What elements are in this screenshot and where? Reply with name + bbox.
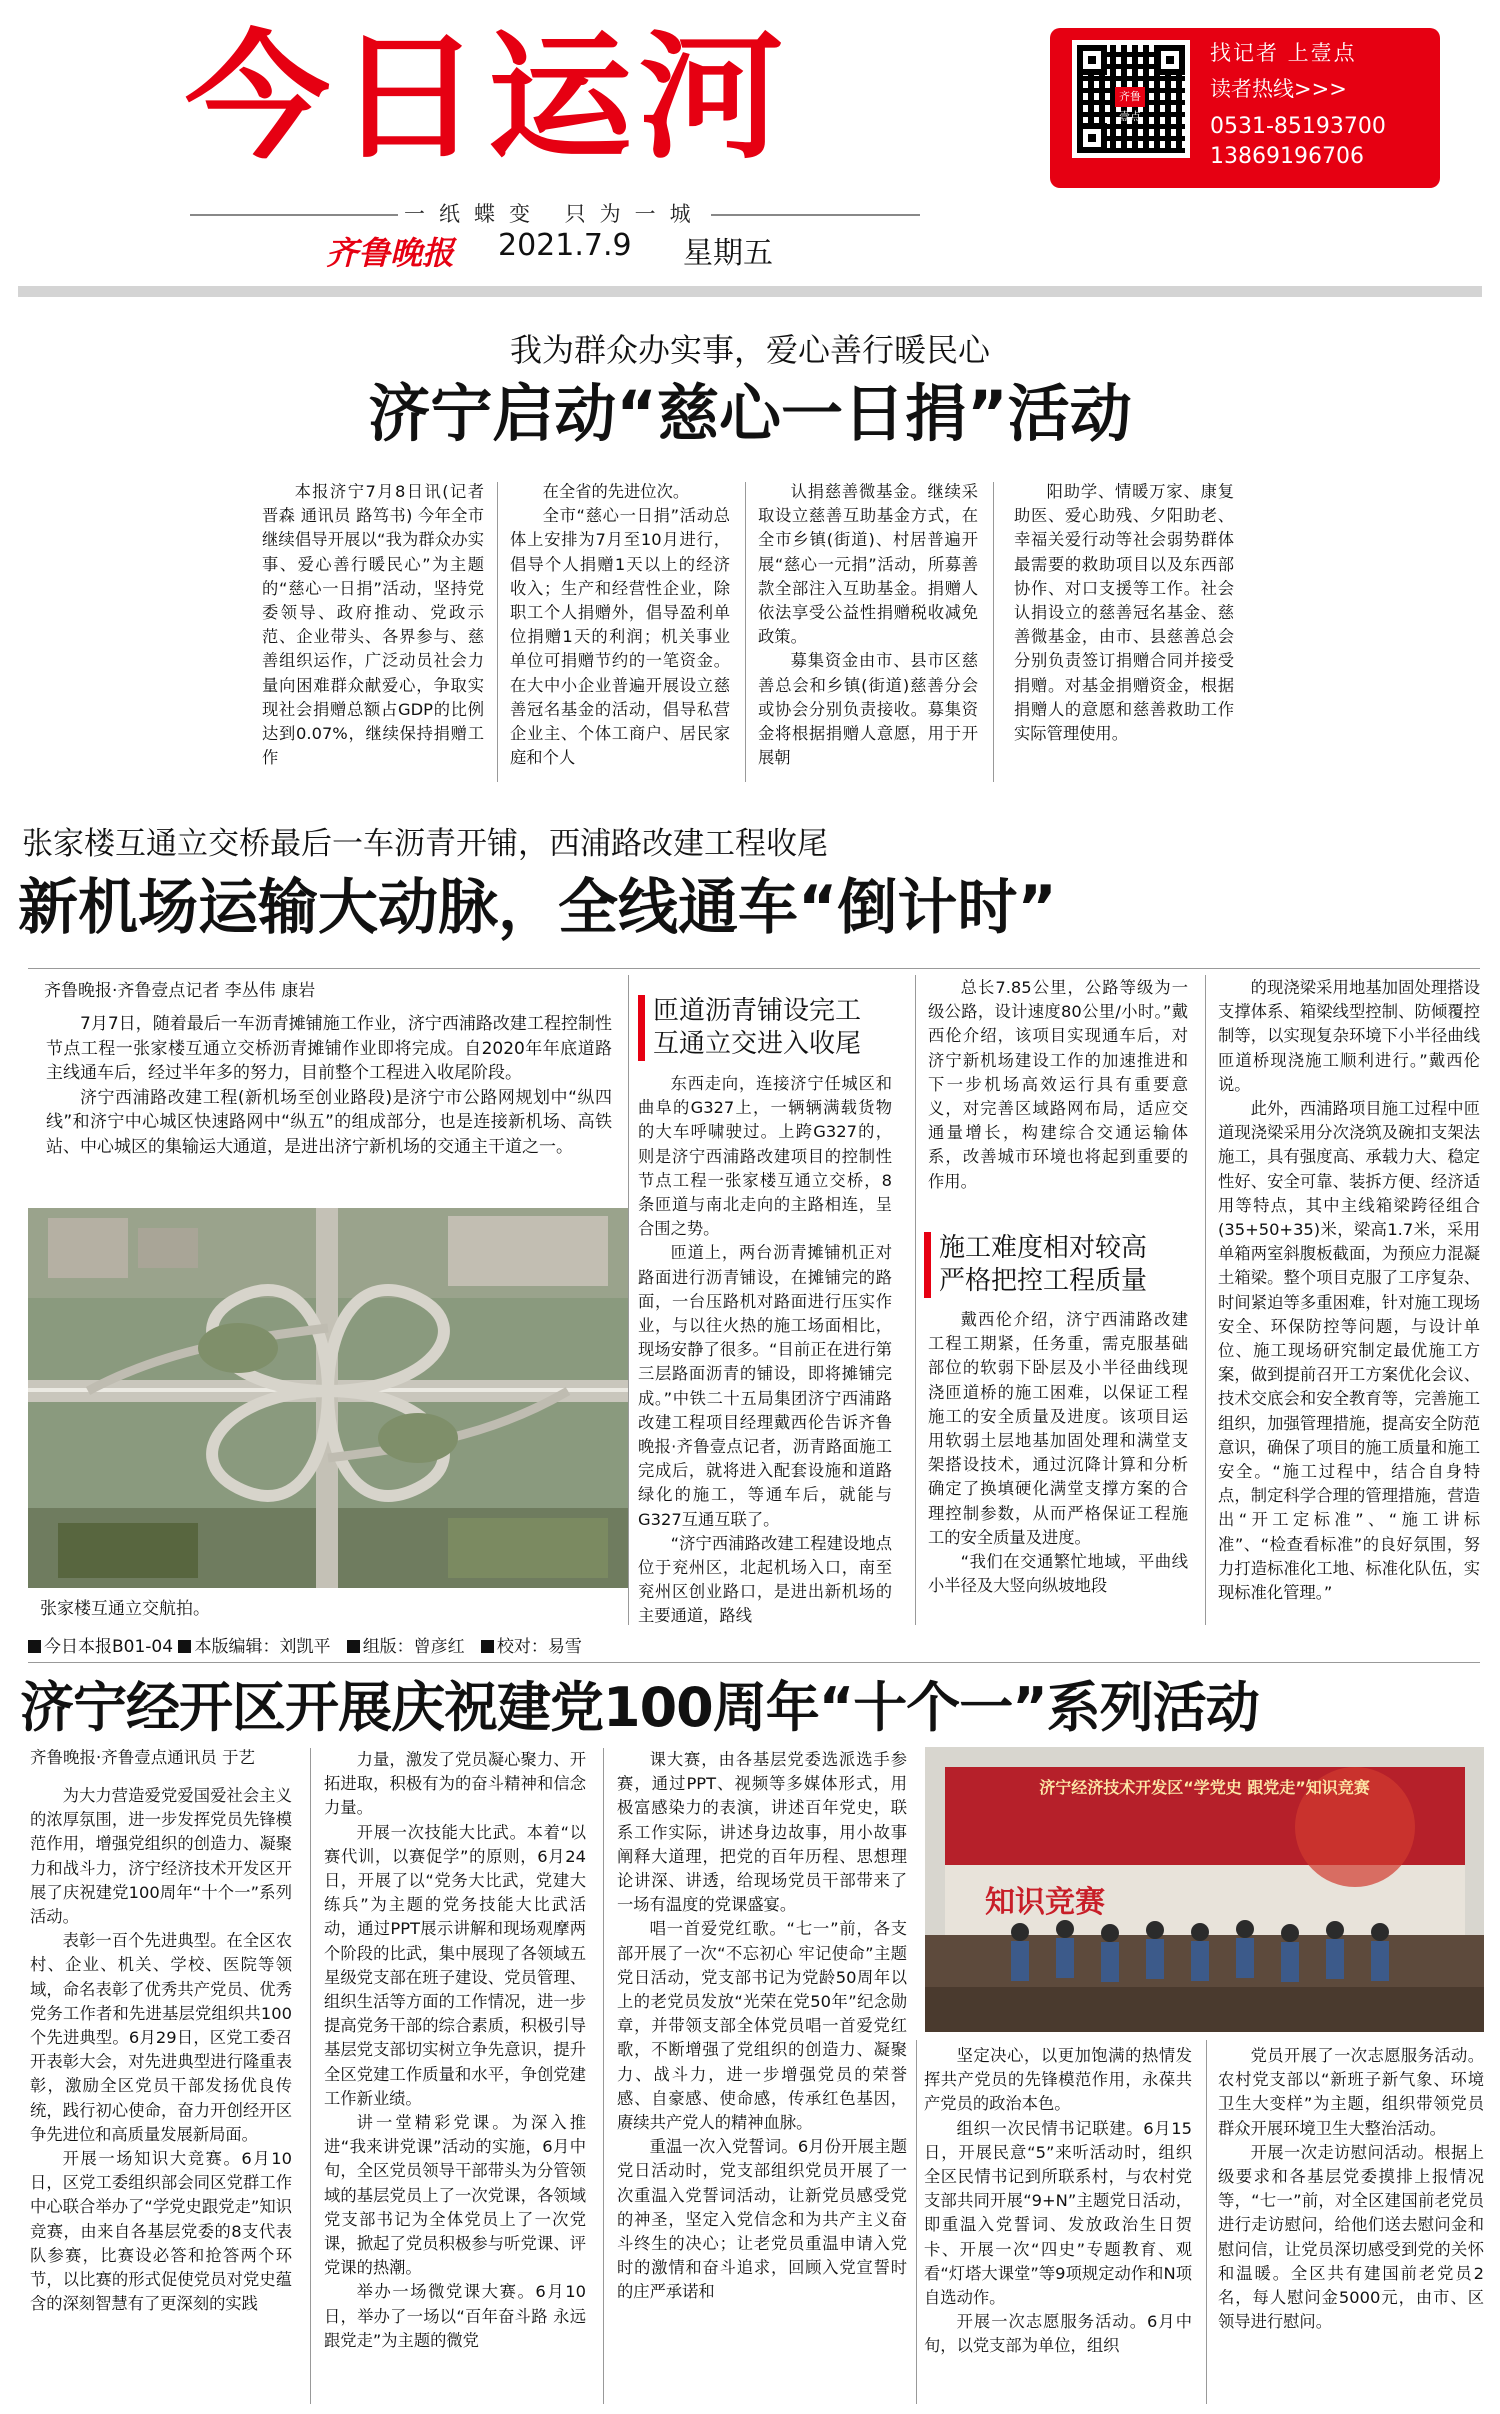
col-divider [603, 1748, 604, 2404]
article1-headline: 济宁启动“慈心一日捐”活动 [368, 377, 1132, 450]
article2-col2: 东西走向，连接济宁任城区和曲阜的G327上，一辆辆满载货物的大车呼啸驶过。上跨G327的，则是济宁西浦路改建项目的控制性节点工程一张家楼互通立交桥，8条匝道与南北走向的主路相连，呈合围之势。 匝道上，两台沥青摊铺机正对路面进行沥青铺设，在摊铺完的路面，一台压路机对路面进行压实作业，与以往火热的施工场面相比，现场安静了很多。“目前正在进行第三层路面沥青的铺设，即将摊铺完成。”中铁二十五局集团济宁西浦路改建工程项目经理戴西伦告诉齐鲁晚报·齐鲁壹点记者，沥青路面施工完成后，就将进入配套设施和道路绿化的施工，等通车后，就能与G327互通互联了。 “济宁西浦路改建工程建设地点位于兖州区，北起机场入口，南至兖州区创业路口，是进出新机场的主要通道，路线 [638, 1074, 892, 1626]
interchange-illustration [28, 1208, 628, 1588]
article2-col4: 的现浇梁采用地基加固处理搭设支撑体系、箱梁线型控制、防倾覆控制等，以实现复杂环境下小半径曲线匝道桥现浇施工顺利进行。”戴西伦说。 此外，西浦路项目施工过程中匝道现浇梁采用分次浇筑及碗扣支架法施工，具有强度高、承载力大、稳定性好、安全可靠、装拆方便、经济适用等特点，其中主线箱梁跨径组合(35+50+35)米，梁高1.7米，采用单箱两室斜腹板截面，为预应力混凝土箱梁。整个项目克服了工序复杂、时间紧迫等多重困难，针对施工现场安全、环保防控等问题，与设计单位、施工现场研究制定最优施工方案，做到提前召开工方案优化会议、技术交底会和安全教育等，完善施工组织，加强管理措施，提高安全防范意识，确保了项目的施工质量和施工安全。“施工过程中，结合自身特点，制定科学合理的管理措施，营造出“开工定标准”、“施工讲标准”、“检查看标准”的良好氛围，努力打造标准化工地、标准化队伍，实现标准化管理。” [1218, 978, 1480, 1603]
article2-kicker: 张家楼互通立交桥最后一车沥青开铺，西浦路改建工程收尾 [22, 826, 828, 862]
article3-col4: 坚定决心，以更加饱满的热情发挥共产党员的先锋模范作用，永葆共产党员的政治本色。 组织一次民情书记联建。6月15日，开展民意“5”来听活动时，组织全区民情书记到所联系村，与农村党支部共同开展“9+N”主题党日活动，即重温入党誓词、发放政治生日贺卡、开展一次“四史”专题教育、观看“灯塔大课堂”等9项规定动作和N项自选动作。 开展一次志愿服务活动。6月中旬，以党支部为单位，组织 [924, 2046, 1192, 2356]
col-divider [916, 2040, 917, 2404]
col-divider [993, 482, 994, 782]
paper-name: 齐鲁晚报 [326, 234, 455, 272]
article3-col2: 力量，激发了党员凝心聚力、开拓进取，积极有为的奋斗精神和信念力量。 开展一次技能大比武。本着“以赛代训，以赛促学”的原则，6月24日，开展了以“党务大比武，党建大练兵”为主题的党务技能大比武活动，通过PPT展示讲解和现场观摩两个阶段的比武，集中展现了各领域五星级党支部在班子建设、党员管理、组织生活等方面的工作情况，进一步提高党务干部的综合素质，积极引导基层党支部切实树立争先意识，提升全区党建工作质量和水平，争创党建工作新业绩。 讲一堂精彩党课。为深入推进“我来讲党课”活动的实施，6月中旬，全区党员领导干部带头为分管领域的基层党员上了一次党课，各领域党支部书记为全体党员上了一次党课，掀起了党员积极参与听党课、评党课的热潮。 举办一场微党课大赛。6月10日，举办了一场以“百年奋斗路 永远跟党走”为主题的微党 [324, 1750, 586, 2350]
article3-col3: 课大赛，由各基层党委选派选手参赛，通过PPT、视频等多媒体形式，用极富感染力的表演，讲述百年党史，联系工作实际，讲述身边故事，用小故事阐释大道理，把党的百年历程、思想理论讲深、讲透，给现场党员干部带来了一场有温度的党课盛宴。 唱一首爱党红歌。“七一”前，各支部开展了一次“不忘初心 牢记使命”主题党日活动，党支部书记为党龄50周年以上的老党员发放“光荣在党50年”纪念勋章，并带领支部全体党员唱一首爱党红歌，不断增强了党组织的创造力、凝聚力、战斗力，进一步增强党员的荣誉感、自豪感、使命感，传承红色基因，赓续共产党人的精神血脉。 重温一次入党誓词。6月份开展主题党日活动时，党支部组织党员开展了一次重温入党誓词活动，让新党员感受党的神圣，坚定入党信念和为共产主义奋斗终生的决心；让老党员重温申请入党时的激情和奋斗追求，回顾入党宣誓时的庄严承诺和 [617, 1750, 907, 2302]
contact-phone2[interactable]: 13869196706 [1210, 144, 1364, 169]
section-rule [28, 968, 1480, 969]
article1-kicker: 我为群众办实事，爱心善行暖民心 [509, 331, 990, 369]
col-divider [628, 975, 629, 1625]
qr-badge: 齐鲁壹点 [1115, 87, 1145, 107]
slogan: 一纸蝶变 只为一城 [398, 198, 711, 228]
contest-banner-text: 济宁经济技术开发区“学党史 跟党走”知识竞赛 [1039, 1778, 1370, 1797]
article2-byline: 齐鲁晚报·齐鲁壹点记者 李丛伟 康岩 [44, 981, 316, 1001]
article3-col5: 党员开展了一次志愿服务活动。农村党支部以“新班子新气象、环境卫生大变样”为主题，组织带领党员群众开展环境卫生大整治活动。 开展一次走访慰问活动。根据上级要求和各基层党委摸排上报情况等，“七一”前，对全区建国前老党员进行走访慰问，给他们送去慰问金和慰问信，让党员深切感受到党的关怀和温暖。全区共有建国前老党员2名，每人慰问金5000元，由市、区领导进行慰问。 [1218, 2046, 1484, 2332]
issue-date: 2021.7.9 [498, 228, 632, 263]
subhead-box1-line2: 互通立交进入收尾 [653, 1029, 862, 1059]
contest-stage-text: 知识竞赛 [985, 1885, 1105, 1920]
col-divider [310, 1748, 311, 2404]
issue-weekday: 星期五 [683, 236, 773, 271]
footer-item: 组版：曾彦红 [347, 1637, 465, 1657]
page-footer-bar [28, 1632, 1480, 1662]
contact-line2: 读者热线>>> [1210, 77, 1347, 101]
footer-item: 本版编辑：刘凯平 [178, 1637, 330, 1657]
subhead-box1-line1: 匝道沥青铺设完工 [653, 996, 862, 1026]
col-divider [1205, 975, 1206, 1625]
article2-lead: 7月7日，随着最后一车沥青摊铺施工作业，济宁西浦路改建工程控制性节点工程一张家楼互通立交桥沥青摊铺作业即将完成。自2020年年底道路主线通车后，经过半年多的努力，目前整个工程进入收尾阶段。 济宁西浦路改建工程(新机场至创业路段)是济宁市公路网规划中“纵四线”和济宁中心城区快速路网中“纵五”的组成部分，也是连接新机场、高铁站、中心城区的集输运大通道，是进出济宁新机场的交通主干道之一。 [46, 1014, 612, 1157]
section-rule [28, 1662, 1480, 1663]
article2-col3b: 戴西伦介绍，济宁西浦路改建工程工期紧，任务重，需克服基础部位的软弱下卧层及小半径曲线现浇匝道桥的施工困难，以保证工程施工的安全质量及进度。该项目运用软弱土层地基加固处理和满堂支架搭设技术，通过沉降计算和分析确定了换填硬化满堂支撑方案的合理控制参数，从而严格保证工程施工的安全质量及进度。 “我们在交通繁忙地域，平曲线小半径及大竖向纵坡地段 [928, 1310, 1188, 1596]
article1-col1: 本报济宁7月8日讯(记者 晋森 通讯员 路笃书) 今年全市继续倡导开展以“我为群众办实事、爱心善行暖民心”为主题的“慈心一日捐”活动，坚持党委领导、政府推动、党政示范、企业带头、各界参与、慈善组织运作，广泛动员社会力量向困难群众献爱心，争取实现社会捐赠总额占GDP的比例达到0.07%，继续保持捐赠工作 [262, 482, 484, 768]
article3-col1: 为大力营造爱党爱国爱社会主义的浓厚氛围，进一步发挥党员先锋模范作用，增强党组织的创造力、凝聚力和战斗力，济宁经济技术开发区开展了庆祝建党100周年“十个一”系列活动。 表彰一百个先进典型。在全区农村、企业、机关、学校、医院等领域，命名表彰了优秀共产党员、优秀党务工作者和先进基层党组织共100个先进典型。6月29日，区党工委召开表彰大会，对先进典型进行隆重表彰，激励全区党员干部发扬优良传统，践行初心使命，奋力开创经开区争先进位和高质量发展新局面。 开展一场知识大竞赛。6月10日，区党工委组织部会同区党群工作中心联合举办了“学党史跟党走”知识竞赛，由来自各基层党委的8支代表队参赛，比赛设必答和抢答两个环节，以比赛的形式促使党员对党史蕴含的深刻智慧有了更深刻的实践 [30, 1786, 292, 2314]
subhead-box2-line1: 施工难度相对较高 [939, 1233, 1148, 1263]
qr-code-icon[interactable] [1072, 40, 1190, 158]
footer-item: 校对：易雪 [481, 1637, 582, 1657]
contact-line1: 找记者 上壹点 [1210, 41, 1357, 65]
article3-byline: 齐鲁晚报·齐鲁壹点通讯员 于艺 [30, 1748, 255, 1767]
knowledge-contest-photo [925, 1747, 1484, 2032]
contact-phone1[interactable]: 0531-85193700 [1210, 114, 1386, 139]
footer-item: 今日本报B01-04 [28, 1637, 173, 1657]
article1-col2: 在全省的先进位次。 全市“慈心一日捐”活动总体上安排为7月至10月进行，倡导个人捐赠1天以上的经济收入；生产和经营性企业，除职工个人捐赠外，倡导盈利单位捐赠1天的利润；机关事业单位可捐赠节约的一笔资金。在大中小企业普遍开展设立慈善冠名基金的活动，倡导私营企业主、个体工商户、居民家庭和个人 [510, 482, 730, 768]
subhead-box2-line2: 严格把控工程质量 [939, 1266, 1148, 1296]
col-divider [915, 975, 916, 1625]
col-divider [1206, 2040, 1207, 2404]
masthead-title: 今日运河 [185, 17, 790, 178]
article1-col3: 认捐慈善微基金。继续采取设立慈善互助基金方式，在全市乡镇(街道)、村居普遍开展“慈心一元捐”活动，所募善款全部注入互助基金。捐赠人依法享受公益性捐赠税收减免政策。 募集资金由市、县市区慈善总会和乡镇(街道)慈善分会或协会分别负责接收。募集资金将根据捐赠人意愿，用于开展朝 [758, 482, 978, 768]
article1-col4: 阳助学、情暖万家、康复助医、爱心助残、夕阳助老、幸福关爱行动等社会弱势群体最需要的救助项目以及东西部协作、对口支援等工作。社会认捐设立的慈善冠名基金、慈善微基金，由市、县慈善总会分别负责签订捐赠合同并接受捐赠。对基金捐赠资金，根据捐赠人的意愿和慈善救助工作实际管理使用。 [1014, 482, 1234, 744]
col-divider [745, 482, 746, 782]
subhead-box1 [638, 995, 861, 1061]
article3-headline: 济宁经开区开展庆祝建党100周年“十个一”系列活动 [20, 1676, 1259, 1739]
article2-headline: 新机场运输大动脉，全线通车“倒计时” [18, 873, 1057, 943]
article2-photo-caption: 张家楼互通立交航拍。 [40, 1599, 210, 1619]
subhead-box2 [924, 1232, 1147, 1298]
interchange-aerial-photo [28, 1208, 628, 1588]
top-rule [18, 286, 1482, 297]
article2-col3a: 总长7.85公里，公路等级为一级公路，设计速度80公里/小时。”戴西伦介绍，该项目实现通车后，对济宁新机场建设工作的加速推进和下一步机场高效运行具有重要意义，对完善区域路网布局，适应交通量增长，构建综合交通运输体系，改善城市环境也将起到重要的作用。 [928, 978, 1188, 1191]
col-divider [497, 482, 498, 782]
